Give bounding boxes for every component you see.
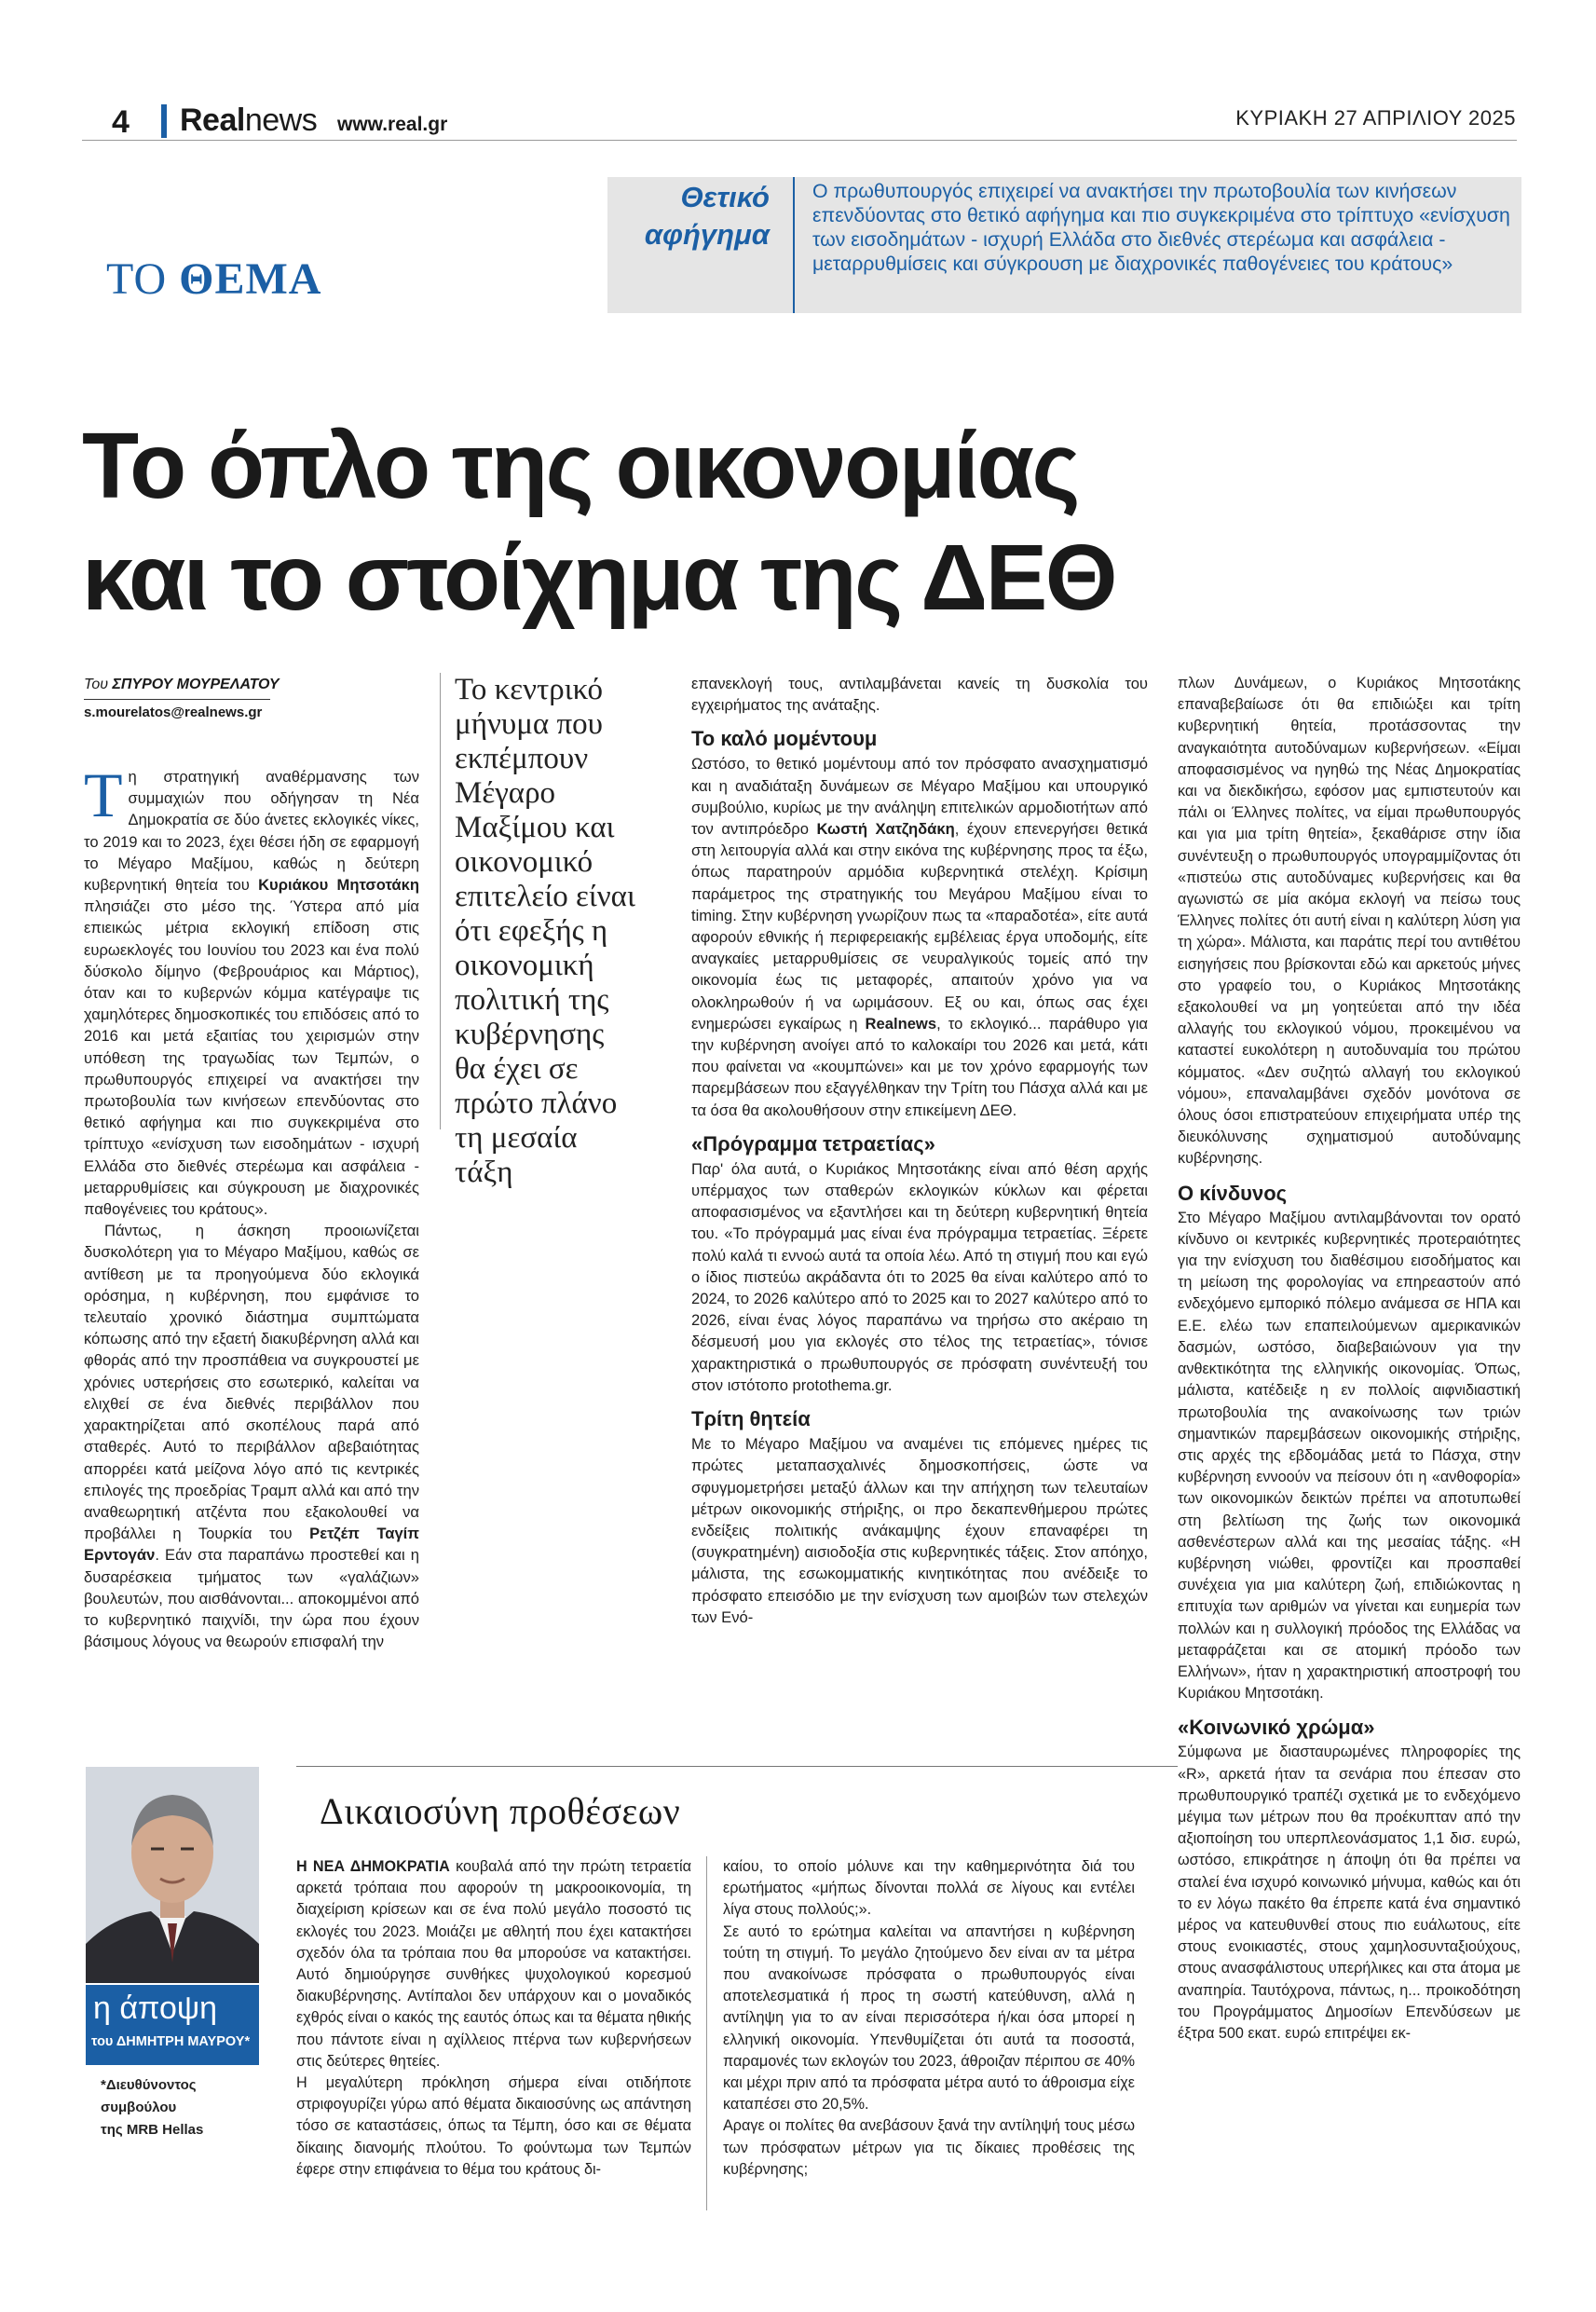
- article-column-4: [1178, 673, 1521, 2045]
- note-line: συμβούλου: [101, 2100, 177, 2115]
- kicker-text: Ο πρωθυπουργός επιχειρεί να ανακτήσει την πρωτοβουλία των κινήσεων επενδύοντας στο θετικό αφήγημα και πιο συγκεκριμένα στο τρίπτυχο «ενίσχυση των εισοδημάτων - ισχυρή Ελλάδα στο διεθνές στερέωμα και ασφάλεια - μεταρρυθμίσεις και σύγκρουση με διαχρονικές παθογένειες του κράτους»: [812, 180, 1510, 275]
- text: , το εκλογικό... παράθυρο για την κυβέρνηση ανοίγει από το καλοκαίρι του 2026 και μετά, κάτι που φαίνεται να «κουμπώνει» και με τον χρόνο εφαρμογής των παρεμβάσεων που εξαγγέλθηκαν την Τρίτη του Πάσχα αλλά και με τα όσα θα ακολουθήσουν στην επικείμενη ΔΕΘ.: [691, 1014, 1149, 1119]
- text: , έχουν επενεργήσει θετικά στη λειτουργία αλλά και στην εικόνα της κυβέρνησης προς τα έξω, όπως παρατηρούν αρμόδια κυβερνητικά στελέχη. Κρίσιμη παράμετρος της στρατηγικής του Μεγάρου Μαξίμου είναι το timing. Στην κυβέρνηση γνωρίζουν πως τα «παραδοτέα», είτε αυτά αφορούν εθνικής ή περιφερειακής εμβέλειας έργα υποδομής, είτε αναγκαίες μεταρρυθμίσεις σε νευραλγικούς τομείς από την οικονομία έως τις μεταφορές, απαιτούν χρόνο για να ολοκληρωθούν ή να ωριμάσουν. Εξ ου και, όπως σας έχει ενημερώσει εγκαίρως η: [691, 820, 1148, 1033]
- text: πλησιάζει στο μέσο της. Ύστερα από μία επιεικώς μέτρια εκλογική επίδοση στις ευρωεκλογές του Ιουνίου του 2023 και ένα πολύ δύσκολο δίμηνο (Φεβρουάριος και Μάρτιος), όταν και το κυβερνών κόμμα κατέγραψε τις χαμηλότερες δημοσκοπικές του επιδόσεις από το 2016 και μετά εξαιτίας του χειρισμών στην υπόθεση της τραγωδίας των Τεμπών, ο πρωθυπουργός επιχειρεί να ανακτήσει την πρωτοβουλία των κινήσεων επενδύοντας στο θετικό αφήγημα και πιο συγκεκριμένα στο τρίπτυχο «ενίσχυση των εισοδημάτων - ισχυρή Ελλάδα στο διεθνές στερέωμα και ασφάλεια - μεταρρυθμίσεις και σύγκρουση με διαχρονικές παθογένειες του κράτους».: [84, 897, 419, 1219]
- byline: [84, 677, 280, 693]
- subheading: Τρίτη θητεία: [691, 1407, 811, 1431]
- text: Ωστόσο, το θετικό μομέντουμ από τον πρόσφατο ανασχηματισμό και η αναδιάταξη δυνάμεων σε Μέγαρο Μαξίμου και υπουργικό συμβούλιο, κυρίως με την ανάληψη επιτελικών αρμοδιοτήτων από τον αντιπρόεδρο: [691, 755, 1148, 839]
- opinion-title: Δικαιοσύνη προθέσεων: [320, 1790, 681, 1832]
- person-name: Κωστή Χατζηδάκη: [816, 820, 955, 839]
- pullquote-rule: [440, 673, 441, 1129]
- note-line: της MRB Hellas: [101, 2122, 204, 2138]
- subheading: Ο κίνδυνος: [1178, 1181, 1288, 1205]
- text: Πάντως, η άσκηση προοιωνίζεται δυσκολότερη για το Μέγαρο Μαξίμου, καθώς σε αντίθεση με τα προηγούμενα δύο εκλογικά ορόσημα, η κυβέρνηση, που εμφάνισε το τελευταίο χρονικό διάστημα συμπτώματα κόπωσης από την εξαετή διακυβέρνηση αλλά και φθοράς από την προσπάθεια να συγκρουστεί με χρόνιες υστερήσεις στο εσωτερικό, καλείται να ελιχθεί σε ένα διεθνές περιβάλλον που χαρακτηρίζεται από σκοπέλους παρά από σταθερές. Αυτό το περιβάλλον αβεβαιότητας απορρέει κατά μείζονα λόγο από τις κεντρικές επιλογές της προεδρίας Τραμπ αλλά και από την αναθεωρητική ατζέντα που εξακολουθεί να προβάλλει η Τουρκία του: [84, 1222, 419, 1543]
- opinion-lead: Η ΝΕΑ ΔΗΜΟΚΡΑΤΙΑ: [296, 1858, 450, 1875]
- author-note: [101, 2074, 203, 2141]
- opinion-divider: [706, 1856, 707, 2210]
- header-divider: [161, 104, 167, 138]
- headline: [82, 410, 1517, 634]
- kicker-label-line1: Θετικό: [680, 181, 770, 213]
- headline-line1: Το όπλο της οικονομίας: [82, 414, 1078, 518]
- author-photo: [86, 1767, 259, 1983]
- opinion-rule: [296, 1766, 1178, 1767]
- headline-line2: και το στοίχημα της ΔΕΘ: [82, 526, 1116, 630]
- section-title: [106, 253, 321, 305]
- text: η στρατηγική αναθέρμανσης των συμμαχιών που οδήγησαν τη Νέα Δημοκρατία σε δύο άνετες εκλογικές νίκες, το 2019 και το 2023, έχει θέσει ήδη σε εφαρμογή το Μέγαρο Μαξίμου, καθώς η δεύτερη κυβερνητική θητεία του: [84, 768, 419, 895]
- section-to: ΤΟ: [106, 254, 180, 304]
- page-number: 4: [112, 104, 130, 140]
- brand-real: Real: [180, 103, 245, 138]
- article-column-3: [691, 673, 1148, 1628]
- author-email: s.mourelatos@realnews.gr: [84, 705, 263, 720]
- note-line: *Διευθύνοντος: [101, 2077, 197, 2093]
- subheading: «Πρόγραμμα τετραετίας»: [691, 1131, 935, 1156]
- paragraph: επανεκλογή τους, αντιλαμβάνεται κανείς τη δυσκολία του εγχειρήματος της ανάταξης.: [691, 675, 1148, 715]
- paragraph: [691, 753, 1148, 1120]
- text: . Εάν στα παραπάνω προστεθεί και η δυσαρέσκεια τμήματος των «γαλάζιων» βουλευτών, που αισθάνονται... αποκομμένοι από το κυβερνητικό παιχνίδι, την ώρα που έχουν βάσιμους λόγους να θεωρούν επισφαλή την: [84, 1546, 419, 1651]
- opinion-column-2: [723, 1856, 1135, 2181]
- paragraph: πλων Δυνάμεων, ο Κυριάκος Μητσοτάκης επαναβεβαίωσε ότι θα επιδιώξει και τρίτη κυβερνητική θητεία, προτάσσοντας την αναγκαιότητα αυτοδύναμων κυβερνήσεων. «Είμαι αποφασισμένος να ηγηθώ της Νέας Δημοκρατίας και να διεκδικήσω, εφόσον μας εμπιστευτούν και πάλι οι Έλληνες πολίτες, να είμαι πρωθυπουργός και για μια τρίτη θητεία», ξεκαθάρισε στην ίδια συνέντευξη ο πρωθυπουργός υπογραμμίζοντας ότι «πιστεύω στις αυτοδύναμες κυβερνήσεις και θα αγωνιστώ σε μία ακόμα εκλογή να πείσω τους Έλληνες πολίτες ότι αυτή είναι η καλύτερη λύση για τη χώρα». Μάλιστα, και παράτις περί του αντιθέτου εισηγήσεις που βρίσκονται εδώ και αρκετούς μήνες στο γραφείο του, ο Κυριάκος Μητσοτάκης εξακολουθεί να μη γοητεύεται από την ιδέα αλλαγής του εκλογικού νόμου, προκειμένου να καταστεί ευκολότερη η αυτοδυναμία του πρώτου κόμματος. «Δεν συζητώ αλλαγή του εκλογικού νόμου», επαναλαμβάνει σχεδόν μονότονα σε όλους όσοι επιστρατεύουν επιχειρήματα υπέρ της διευκόλυνσης σχηματισμού αυτοδύναμης κυβέρνησης.: [1178, 675, 1521, 1168]
- paragraph: Σε αυτό το ερώτημα καλείται να απαντήσει η κυβέρνηση τούτη τη στιγμή. Το μεγάλο ζητούμενο δεν είναι αν τα μέτρα που ανακοίνωσε πρόσφατα ο πρωθυπουργός είναι αποτελεσματικά ή προς τη σωστή κατεύθυνση, αλλά η αντίληψη για το αν είναι περισσότερα ή/και όσα μπορεί η ελληνική οικονομία. Υπενθυμίζεται ότι αυτά τα ποσοστά, παραμονές των εκλογών του 2023, άθροιζαν πέριπου σε 40% και μέχρι πριν από τα πρόσφατα μέτρα αυτό το άθροισμα είχε καταπέσει στο 20,5%.: [723, 1922, 1135, 2114]
- person-name: Κυριάκου Μητσοτάκη: [258, 876, 419, 895]
- kicker-divider: [793, 177, 795, 313]
- text: κουβαλά από την πρώτη τετραετία αρκετά τρόπαια που αφορούν τη μακροοικονομία, τη διαχείριση κρίσεων και σε ένα πολύ μεγάλο ποσοστό τις εκλογές του 2023. Μοιάζει με αθλητή που έχει κατακτήσει σχεδόν όλα τα τρόπαια που θα μπορούσε να κατακτήσει. Αυτό δημιούργησε συνθήκες ψυχολογικού κορεσμού διακυβέρνησης. Αντίπαλοι δεν υπάρχουν και ο μοναδικός εχθρός είναι ο κακός της εαυτός όπως και τα θέματα ηθικής που πάντοτε είναι η αχίλλειος πτέρνα των κυβερνήσεων στις δεύτερες θητείες.: [296, 1858, 691, 2070]
- byline-name: ΣΠΥΡΟΥ ΜΟΥΡΕΛΑΤΟΥ: [112, 677, 280, 692]
- paragraph: Σύμφωνα με διασταυρωμένες πληροφορίες της «R», αρκετά ήταν τα σενάρια που έπεσαν στο πρωθυπουργικό τραπέζι σχετικά με το ενδεχόμενο μέγιμα των μέτρων που θα προέκυπταν από την αξιοποίηση του υπερπλεονάσματος 1,1 δισ. ευρώ, ωστόσο, επικράτησε η άποψη ότι θα πρέπει να σταλεί ένα ισχυρό κοινωνικό μήνυμα, καθώς και ότι το εν λόγω πακέτο θα έπρεπε κατά ένα σημαντικό μέρος να κατευθυνθεί στους πιο ευάλωτους, είτε στους ενοικιαστές, στους χαμηλοσυνταξιούχους, στους ανασφάλιστους υπερήλικες και στα άτομα με αναπηρία. Ταυτόχρονα, πάντως, η... προικοδότηση του Προγράμματος Δημοσίων Επενδύσεων με έξτρα 500 εκατ. ευρώ επιτρέψει εκ-: [1178, 1744, 1521, 2042]
- subheading: Το καλό μομέντουμ: [691, 727, 878, 751]
- opinion-label: η άποψη: [93, 1991, 218, 2026]
- website: www.real.gr: [337, 114, 448, 135]
- paragraph: Αραγε οι πολίτες θα ανεβάσουν ξανά την αντίληψή τους μέσω των πρόσφατων μέτρων για τις δίκαιες προθέσεις της κυβέρνησης;: [723, 2117, 1135, 2178]
- brand-name: Realnews: [865, 1014, 937, 1033]
- paragraph: [84, 759, 419, 1220]
- pullquote: Το κεντρικό μήνυμα που εκπέμπουν Μέγαρο Μαξίμου και οικονομικό επιτελείο είναι ότι εφεξής η οικονομική πολιτική της κυβέρνησης θα έχει σε πρώτο πλάνο τη μεσαία τάξη: [455, 673, 635, 1189]
- subheading: «Κοινωνικό χρώμα»: [1178, 1716, 1375, 1740]
- opinion-column-1: [296, 1856, 691, 2181]
- paragraph: [84, 1220, 419, 1652]
- kicker-label: [622, 179, 770, 253]
- byline-prefix: Του: [84, 677, 113, 692]
- paragraph: [296, 1856, 691, 2073]
- section-thema: ΘΕΜΑ: [179, 254, 322, 304]
- person-name: Ρετζέπ Ταγίπ Ερντογάν: [84, 1525, 419, 1565]
- article-column-1: [84, 759, 419, 1652]
- paragraph: Η μεγαλύτερη πρόκληση σήμερα είναι οτιδήποτε στριφογυρίζει γύρω από θέματα δικαιοσύνης ως απάντηση τόσο σε καταστάσεις, όπως τα Τέμπη, όσο και σε θέματα δίκαιης διανομής πλούτου. Το φούντωμα των Τεμπών έφερε στην επιφάνεια το θέμα του κράτους δι-: [296, 2074, 691, 2178]
- paragraph: Παρ' όλα αυτά, ο Κυριάκος Μητσοτάκης είναι από θέση αρχής υπέρμαχος των σταθερών εκλογικών κύκλων και φέρεται αποφασισμένος να εξαντλήσει και τη δεύτερη κυβερνητική θητεία του. «Το πρόγραμμά μας είναι ένα πρόγραμμα τετραετίας. Ξέρετε πολύ καλά τι εννοώ αυτά τα οποία λέω. Από τη στιγμή που και εγώ ο ίδιος πιστεύω ακράδαντα ότι το 2025 θα είναι καλύτερο από το 2024, το 2026 καλύτερο από το 2025 και το 2027 καλύτερο από το 2026, είναι ένας λόγος παραπάνω να τηρήσω στο ακέραιο τη δέσμευσή μου για εκλογές στο τέλος της τετραετίας», τόνισε χαρακτηριστικά ο πρωθυπουργός σε πρόσφατη συνέντευξή του στον ιστότοπο protothema.gr.: [691, 1159, 1148, 1394]
- paragraph: Στο Μέγαρο Μαξίμου αντιλαμβάνονται τον ορατό κίνδυνο οι κεντρικές κυβερνητικές προτεραιότητες για την ενίσχυση του διαθέσιμου εισοδήματος και τη μείωση της φορολογίας να επηρεαστούν από ενδεχόμενο εμπορικό πόλεμο ανάμεσα σε ΗΠΑ και Ε.Ε. ελέω των επαπειλούμενων αμερικανικών δασμών, ωστόσο, διαβεβαιώνουν για την ανθεκτικότητα της ελληνικής οικονομίας. Όπως, μάλιστα, κατέδειξε η εν πολλοίς αιφνιδιαστική πρωτοβουλία της ανακοίνωσης των τριών σημαντικών παρεμβάσεων οικονομικής στήριξης, στις αρχές της εβδομάδας μετά το Πάσχα, στην κυβέρνηση εννοούν να πείσουν ότι η «ανθοφορία» των οικονομικών δεικτών πρέπει να αποτυπωθεί στη βελτίωση της ζωής των οικονομικά ασθενέστερων αλλά και της μεσαίας τάξης. «Η κυβέρνηση νιώθει, φροντίζει και προσπαθεί συνέχεια για μια καλύτερη ζωή, επιδιώκοντας η επιτυχία των αριθμών να γίνεται και ευημερία των πολλών και η συλλογική πρόοδος της Ελλάδας να μεταφράζεται και σε ατομική πρόοδο των Ελλήνων», ήταν η χαρακτηριστική αποστροφή του Κυριάκου Μητσοτάκη.: [1178, 1209, 1521, 1703]
- opinion-author: του ΔΗΜΗΤΡΗ ΜΑΥΡΟΥ*: [91, 2034, 251, 2049]
- brand-news: news: [244, 103, 318, 138]
- paragraph: καίου, το οποίο μόλυνε και την καθημερινότητα διά του ερωτήματος «μήπως δίνονται πολλά σε λίγους και εντέλει λίγα στους πολλούς;».: [723, 1858, 1135, 1919]
- brand-logo: [180, 103, 317, 139]
- issue-date: ΚΥΡΙΑΚΗ 27 ΑΠΡΙΛΙΟΥ 2025: [1235, 106, 1516, 130]
- byline-rule: [84, 699, 270, 700]
- paragraph: Με το Μέγαρο Μαξίμου να αναμένει τις επόμενες ημέρες τις πρώτες μεταπασχαλινές δημοσκοπήσεις, ώστε να σφυγμομετρήσει μεταξύ άλλων και την απήχηση των τελευταίων μέτρων οικονομικής στήριξης, οι προ δεκαπενθήμερου πρώτες ενδείξεις πολιτικής ανάκαμψης έχουν επαναφέρει τη (συγκρατημένη) αισιοδοξία στις κυβερνητικές τάξεις. Στον απόηχο, μάλιστα, της εσωκομματικής κινητικότητας που ανέδειξε το πρόσφατο επεισόδιο με την ενίσχυση των αμοιβών των στελεχών των Ενό-: [691, 1435, 1148, 1626]
- header-rule: [82, 140, 1517, 141]
- author-portrait-icon: [86, 1767, 259, 1983]
- drop-cap: Τ: [84, 759, 123, 830]
- kicker-label-line2: αφήγημα: [644, 218, 770, 251]
